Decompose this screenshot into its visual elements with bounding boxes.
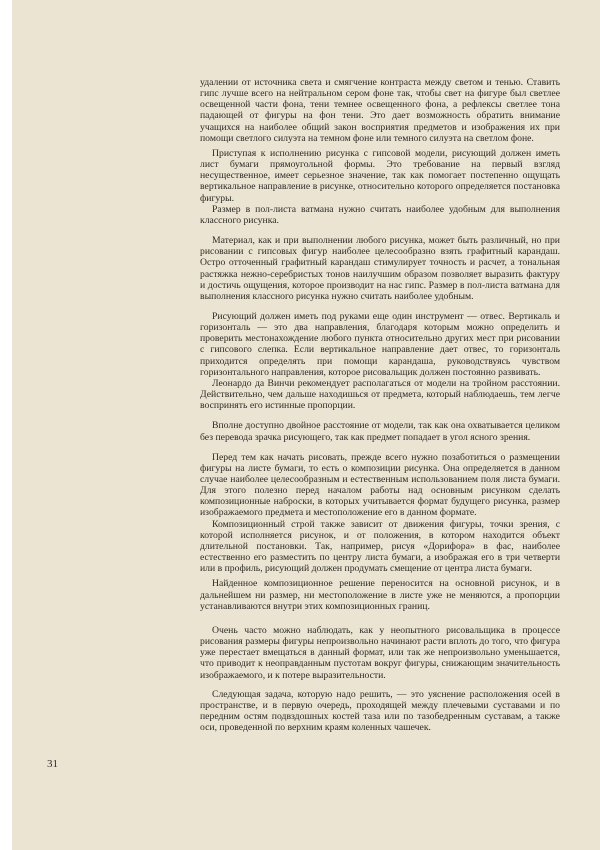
paragraph: Следующая задача, которую надо решить, — это уяснение расположения осей в пространстве, и в первую очередь, проходящей между плечевыми суставами и по передним остям подвздошных костей таза или по тазобедренным суставам, а также оси, проведенной по верхним краям коленных чашечек. (200, 688, 560, 734)
scan-left-edge (0, 0, 12, 850)
body-text (200, 77, 560, 733)
paragraph: Рисующий должен иметь под руками еще один инструмент — отвес. Вертикаль и горизонталь — это два направления, благодаря которым можно определить и проверить местонахождение любого пункта относительно других мест при рисовании с гипсового слепка. Если вертикальное направление дает отвес, то горизонталь приходится определять при помощи карандаша, руководствуясь чувством горизонтального направления, которое рисовальщик должен постоянно развивать. (200, 310, 560, 378)
paragraph: Леонардо да Винчи рекомендует располагаться от модели на тройном расстоянии. Действительно, чем дальше находишься от предмета, который наблюдаешь, тем легче воспринять его истинные пропорции. (200, 377, 560, 412)
paragraph: Очень часто можно наблюдать, как у неопытного рисовальщика в процессе рисования размеры фигуры непроизвольно начинают расти вплоть до того, что фигура уже перестает вмещаться в данный формат, или так же непроизвольно уменьшается, что приводит к неоправданным пустотам вокруг фигуры, снижающим значительность изображаемого, и к потере выразительности. (200, 624, 560, 681)
paragraph: Приступая к исполнению рисунка с гипсовой модели, рисующий должен иметь лист бумаги прямоугольной формы. Это требование на первый взгляд несущественное, имеет серьезное значение, так как помогает постепенно ощущать вертикальное направление в рисунке, относительно которого определяется постановка фигуры. (200, 147, 560, 204)
paragraph: Найденное композиционное решение переносится на основной рисунок, и в дальнейшем ни размер, ни местоположение в листе уже не меняются, а пропорции устанавливаются внутри этих композиционных границ. (200, 578, 560, 612)
paragraph: Вполне доступно двойное расстояние от модели, так как она охватывается целиком без перевода зрачка рисующего, так как предмет попадает в угол ясного зрения. (200, 420, 560, 443)
paragraph: Композиционный строй также зависит от движения фигуры, точки зрения, с которой исполняется рисунок, и от положения, в котором находится объект длительной постановки. Так, например, рисуя «Дорифора» в фас, наиболее естественно его разместить по центру листа бумаги, а изображая его в три четверти или в профиль, рисующий должен продумать смещение от центра листа бумаги. (200, 518, 560, 575)
paragraph: Материал, как и при выполнении любого рисунка, может быть различный, но при рисовании с гипсовых фигур наиболее целесообразно взять графитный карандаш. Остро отточенный графитный карандаш стимулирует точность и расчет, а тональная растяжка нежно-серебристых тонов наилучшим образом позволяет выразить фактуру и достичь ощущения, которое производит на нас гипс. Размер в пол-листа ватмана для выполнения классного рисунка нужно считать наиболее удобным. (200, 235, 560, 302)
paragraph: Перед тем как начать рисовать, прежде всего нужно позаботиться о размещении фигуры на листе бумаги, то есть о композиции рисунка. Она определяется в данном случае наиболее целесообразным и естественным использованием поля листа бумаги. Для этого полезно перед началом работы над основным рисунком сделать композиционные наброски, в которых учитывается формат будущего рисунка, размер изображаемого предмета и местоположение его в данном формате. (200, 451, 560, 519)
paragraph: Размер в пол-листа ватмана нужно считать наиболее удобным для выполнения классного рисунка. (200, 203, 560, 226)
paragraph: удалении от источника света и смягчение контраста между светом и тенью. Ставить гипс лучше всего на нейтральном сером фоне так, чтобы свет на фигуре был светлее освещенной части фона, тени темнее освещенного фона, а рефлексы светлее тона падающей от фигуры на фон тени. Это дает возможность обратить внимание учащихся на наиболее общий закон восприятия предметов и изображения их при помощи светлого силуэта на темном фоне или темного силуэта на светлом фоне. (200, 77, 560, 144)
page-number: 31 (47, 758, 58, 770)
